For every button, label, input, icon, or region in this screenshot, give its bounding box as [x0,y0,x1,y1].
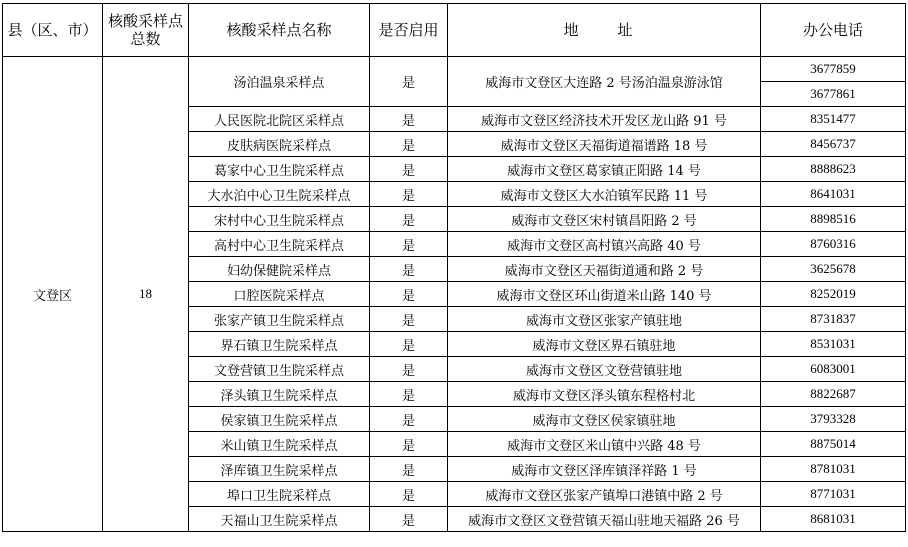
site-name-cell: 米山镇卫生院采样点 [189,432,370,457]
table-body [3,57,906,532]
header-address: 地 址 [448,4,761,57]
enabled-cell: 是 [370,382,448,407]
enabled-cell: 是 [370,507,448,532]
address-cell: 威海市文登区泽库镇泽祥路 1 号 [448,457,761,482]
enabled-cell: 是 [370,407,448,432]
enabled-cell: 是 [370,307,448,332]
sampling-points-table [2,3,906,532]
phone-cell: 3625678 [761,257,906,282]
phone-cell: 6083001 [761,357,906,382]
enabled-cell: 是 [370,107,448,132]
address-cell: 威海市文登区侯家镇驻地 [448,407,761,432]
enabled-cell: 是 [370,482,448,507]
site-name-cell: 张家产镇卫生院采样点 [189,307,370,332]
phone-cell: 8252019 [761,282,906,307]
header-enabled: 是否启用 [370,4,448,57]
header-phone: 办公电话 [761,4,906,57]
header-name: 核酸采样点名称 [189,4,370,57]
address-cell: 威海市文登区界石镇驻地 [448,332,761,357]
address-cell: 威海市文登区大水泊镇军民路 11 号 [448,182,761,207]
address-cell: 威海市文登区米山镇中兴路 48 号 [448,432,761,457]
address-cell: 威海市文登区天福街道福谱路 18 号 [448,132,761,157]
site-name-cell: 高村中心卫生院采样点 [189,232,370,257]
phone-cell: 8731837 [761,307,906,332]
site-name-cell: 侯家镇卫生院采样点 [189,407,370,432]
enabled-cell: 是 [370,357,448,382]
table-row [3,57,906,82]
phone-cell: 8771031 [761,482,906,507]
address-cell: 威海市文登区高村镇兴高路 40 号 [448,232,761,257]
site-name-cell: 泽库镇卫生院采样点 [189,457,370,482]
address-cell: 威海市文登区文登营镇驻地 [448,357,761,382]
total-cell: 18 [103,57,189,532]
phone-cell: 8875014 [761,432,906,457]
enabled-cell: 是 [370,432,448,457]
address-cell: 威海市文登区天福街道通和路 2 号 [448,257,761,282]
site-name-cell: 文登营镇卫生院采样点 [189,357,370,382]
address-cell: 威海市文登区经济技术开发区龙山路 91 号 [448,107,761,132]
enabled-cell: 是 [370,182,448,207]
site-name-cell: 葛家中心卫生院采样点 [189,157,370,182]
enabled-cell: 是 [370,57,448,107]
enabled-cell: 是 [370,257,448,282]
address-cell: 威海市文登区张家产镇驻地 [448,307,761,332]
header-county: 县（区、市） [3,4,103,57]
phone-cell: 8681031 [761,507,906,532]
county-cell: 文登区 [3,57,103,532]
phone-cell: 8641031 [761,182,906,207]
site-name-cell: 泽头镇卫生院采样点 [189,382,370,407]
phone-cell: 8760316 [761,232,906,257]
enabled-cell: 是 [370,207,448,232]
site-name-cell: 口腔医院采样点 [189,282,370,307]
phone-cell: 8822687 [761,382,906,407]
enabled-cell: 是 [370,157,448,182]
header-row [3,4,906,57]
site-name-cell: 人民医院北院区采样点 [189,107,370,132]
header-total: 核酸采样点总数 [103,4,189,57]
address-cell: 威海市文登区文登营镇天福山驻地天福路 26 号 [448,507,761,532]
phone-cell: 3677859 [761,57,906,82]
address-cell: 威海市文登区宋村镇昌阳路 2 号 [448,207,761,232]
enabled-cell: 是 [370,457,448,482]
address-cell: 威海市文登区泽头镇东程格村北 [448,382,761,407]
site-name-cell: 界石镇卫生院采样点 [189,332,370,357]
enabled-cell: 是 [370,132,448,157]
address-cell: 威海市文登区大连路 2 号汤泊温泉游泳馆 [448,57,761,107]
site-name-cell: 宋村中心卫生院采样点 [189,207,370,232]
site-name-cell: 汤泊温泉采样点 [189,57,370,107]
address-cell: 威海市文登区葛家镇正阳路 14 号 [448,157,761,182]
enabled-cell: 是 [370,332,448,357]
phone-cell: 8531031 [761,332,906,357]
enabled-cell: 是 [370,282,448,307]
phone-cell: 8351477 [761,107,906,132]
phone-cell: 8456737 [761,132,906,157]
site-name-cell: 天福山卫生院采样点 [189,507,370,532]
site-name-cell: 妇幼保健院采样点 [189,257,370,282]
phone-cell: 8781031 [761,457,906,482]
site-name-cell: 皮肤病医院采样点 [189,132,370,157]
enabled-cell: 是 [370,232,448,257]
site-name-cell: 大水泊中心卫生院采样点 [189,182,370,207]
site-name-cell: 埠口卫生院采样点 [189,482,370,507]
phone-cell: 3793328 [761,407,906,432]
address-cell: 威海市文登区环山街道米山路 140 号 [448,282,761,307]
phone-cell: 8888623 [761,157,906,182]
phone-cell: 3677861 [761,82,906,107]
address-cell: 威海市文登区张家产镇埠口港镇中路 2 号 [448,482,761,507]
phone-cell: 8898516 [761,207,906,232]
